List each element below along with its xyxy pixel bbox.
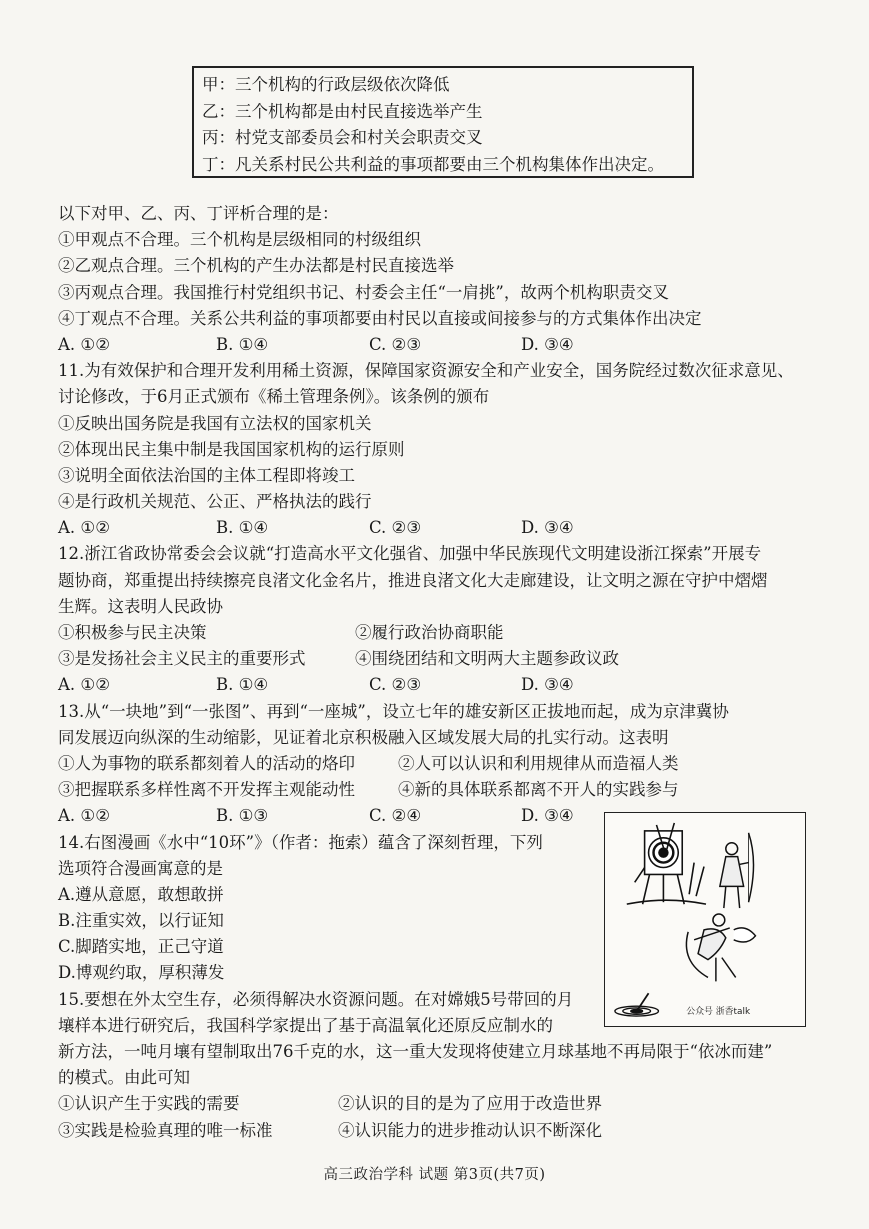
q15-item-1: ①认识产生于实践的需要 <box>58 1094 240 1114</box>
archer-aiming-icon <box>686 914 755 981</box>
q15-stem-line-2: 壤样本进行研究后，我国科学家提出了基于高温氧化还原反应制水的 <box>58 1015 553 1035</box>
q12-item-4: ④围绕团结和文明两大主题参政议政 <box>355 649 619 669</box>
viewpoint-jia: 甲：三个机构的行政层级依次降低 <box>202 75 450 94</box>
q15-item-2: ②认识的目的是为了应用于改造世界 <box>338 1094 602 1114</box>
q13-stem-line-1: 13.从“一块地”到“一张图”、再到“一座城”，设立七年的雄安新区正拔地而起，成为京津冀协 <box>58 701 729 721</box>
q11-item-2: ②体现出民主集中制是我国国家机构的运行原则 <box>58 439 405 459</box>
q13-item-4: ④新的具体联系都离不开人的实践参与 <box>398 780 679 800</box>
viewpoint-ding: 丁：凡关系村民公共利益的事项都要由三个机构集体作出决定。 <box>202 154 664 174</box>
q12-items-row-1 <box>58 620 838 646</box>
q13-option-b: B. ①③ <box>216 806 269 826</box>
q12-item-3: ③是发扬社会主义民主的重要形式 <box>58 649 306 669</box>
q10-option-c: C. ②③ <box>369 334 422 354</box>
q11-option-d: D. ③④ <box>521 518 574 538</box>
cartoon-drawing <box>605 813 805 1026</box>
q15-stem-line-3: 新方法，一吨月壤有望制取出76千克的水，这一重大发现将使建立月球基地不再局限于“依冰而建” <box>58 1042 773 1061</box>
viewpoint-yi: 乙：三个机构都是由村民直接选举产生 <box>202 101 483 121</box>
q11-item-1: ①反映出国务院是我国有立法权的国家机关 <box>58 413 372 433</box>
q14-option-b: B.注重实效，以行证知 <box>58 911 224 931</box>
q15-stem-line-4: 的模式。由此可知 <box>58 1068 190 1088</box>
q15-stem-line-1: 15.要想在外太空生存，必须得解决水资源问题。在对嫦娥5号带回的月 <box>58 989 574 1009</box>
viewpoint-box <box>192 66 694 178</box>
q15-item-4: ④认识能力的进步推动认识不断深化 <box>338 1120 602 1140</box>
q11-item-3: ③说明全面依法治国的主体工程即将竣工 <box>58 465 355 485</box>
q10-item-2: ②乙观点合理。三个机构的产生办法都是村民直接选举 <box>58 256 454 276</box>
q12-option-c: C. ②③ <box>369 675 422 695</box>
target-icon <box>627 823 706 904</box>
q10-item-3: ③丙观点合理。我国推行村党组织书记、村委会主任“一肩挑”，故两个机构职责交叉 <box>58 282 669 302</box>
q10-option-a: A. ①② <box>58 334 110 354</box>
q14-option-a: A.遵从意愿，敢想敢拼 <box>58 884 224 904</box>
q11-option-b: B. ①④ <box>216 518 269 538</box>
q13-option-d: D. ③④ <box>521 806 574 826</box>
q13-item-1: ①人为事物的联系都刻着人的活动的烙印 <box>58 753 355 773</box>
page-footer: 高三政治学科 试题 第3页(共7页) <box>323 1167 546 1183</box>
cartoon-caption: 公众号 浙香talk <box>686 1007 751 1018</box>
water-target-icon <box>615 993 659 1016</box>
q14-stem-line-2: 选项符合漫画寓意的是 <box>58 858 223 878</box>
q10-options <box>58 332 838 358</box>
q13-item-2: ②人可以认识和利用规律从而造福人类 <box>398 753 679 773</box>
q12-item-1: ①积极参与民主决策 <box>58 623 207 642</box>
q13-stem-line-2: 同发展迈向纵深的生动缩影，见证着北京积极融入区域发展大局的扎实行动。这表明 <box>58 727 669 747</box>
cartoon-illustration <box>604 812 806 1027</box>
q14-stem-line-1: 14.右图漫画《水中“10环”》（作者：拖索）蕴含了深刻哲理，下列 <box>58 832 543 852</box>
q12-stem-line-2: 题协商，郑重提出持续擦亮良渚文化金名片，推进良渚文化大走廊建设，让文明之源在守护中熠熠 <box>58 570 768 590</box>
q11-item-4: ④是行政机关规范、公正、严格执法的践行 <box>58 492 372 512</box>
q14-option-d: D.博观约取，厚积薄发 <box>58 963 225 983</box>
q13-option-a: A. ①② <box>58 806 110 826</box>
q11-stem-line-2: 讨论修改，于6月正式颁布《稀土管理条例》。该条例的颁布 <box>58 387 490 407</box>
q12-option-a: A. ①② <box>58 675 110 695</box>
q10-stem: 以下对甲、乙、丙、丁评析合理的是： <box>58 204 339 223</box>
q12-option-d: D. ③④ <box>521 675 574 695</box>
q14-option-c: C.脚踏实地，正己守道 <box>58 937 224 957</box>
q12-option-b: B. ①④ <box>216 675 269 695</box>
q12-stem-line-3: 生辉。这表明人民政协 <box>58 596 223 616</box>
q11-option-c: C. ②③ <box>369 518 422 538</box>
q13-items-row-2 <box>58 777 838 803</box>
q11-option-a: A. ①② <box>58 518 110 538</box>
q12-item-2: ②履行政治协商职能 <box>355 623 504 642</box>
q11-options <box>58 515 838 541</box>
q12-items-row-2 <box>58 646 838 672</box>
q15-items-row-1 <box>58 1091 838 1117</box>
q10-item-4: ④丁观点不合理。关系公共利益的事项都要由村民以直接或间接参与的方式集体作出决定 <box>58 308 702 328</box>
viewpoint-bing: 丙：村党支部委员会和村关会职责交叉 <box>202 128 483 147</box>
archer-standing-icon <box>720 833 754 908</box>
q13-items-row-1 <box>58 751 838 777</box>
q10-item-1: ①甲观点不合理。三个机构是层级相同的村级组织 <box>58 230 421 250</box>
q12-stem-line-1: 12.浙江省政协常委会会议就“打造高水平文化强省、加强中华民族现代文明建设浙江探索”开展专 <box>58 544 762 564</box>
q10-option-b: B. ①④ <box>216 334 269 354</box>
q10-option-d: D. ③④ <box>521 334 574 354</box>
q11-stem-line-1: 11.为有效保护和合理开发利用稀土资源，保障国家资源安全和产业安全，国务院经过数次征求意见、 <box>58 361 794 381</box>
q13-option-c: C. ②④ <box>369 806 422 826</box>
q12-options <box>58 672 838 698</box>
q15-items-row-2 <box>58 1118 838 1144</box>
q15-item-3: ③实践是检验真理的唯一标准 <box>58 1120 273 1140</box>
q13-item-3: ③把握联系多样性离不开发挥主观能动性 <box>58 780 355 800</box>
